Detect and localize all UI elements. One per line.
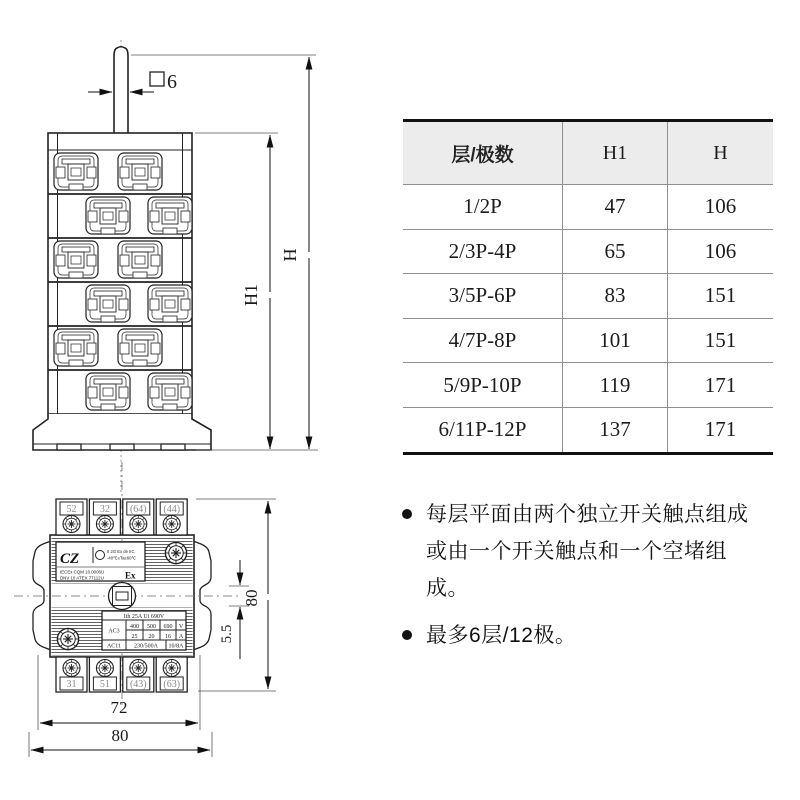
notes [402, 496, 786, 664]
rating-line: Ith 25A Ui 690V [123, 614, 165, 620]
rating-table [102, 611, 186, 650]
rating-cell: 500 [147, 624, 156, 630]
terminal-label: (43) [129, 679, 147, 690]
table-cell: 2/3P-4P [403, 229, 562, 274]
dim-label: 72 [110, 698, 128, 717]
top-view [14, 462, 276, 757]
dimension-slot-5-5 [219, 560, 249, 659]
terminal-screw [130, 660, 147, 677]
dimension-h [280, 57, 309, 449]
rating-cell: 10/8A [168, 643, 184, 650]
spec-table [403, 119, 773, 455]
table-cell: 137 [562, 407, 667, 452]
dimension-width-80 [29, 726, 212, 757]
table-cell: 101 [562, 318, 667, 363]
rating-cell: 400 [130, 624, 139, 630]
table-cell: 47 [562, 184, 667, 229]
terminal-screw [130, 516, 147, 533]
cert-line: IECEx CQM 10.0006U [60, 569, 105, 575]
note-item [402, 496, 786, 607]
table-cell: 65 [562, 229, 667, 274]
dim-label: 80 [242, 589, 261, 607]
note-text: 每层平面由两个独立开关触点组成或由一个开关触点和一个空堵组成。 [426, 503, 749, 600]
cert-line: DNV 10 ATEX 77112U [60, 575, 104, 581]
cert-line: II 2G Ex de IIC [107, 549, 135, 554]
corner-screw [57, 628, 78, 649]
rating-cell: V [178, 624, 184, 630]
terminal-screw [96, 516, 113, 533]
table-cell: 151 [667, 273, 773, 318]
table-cell: 3/5P-6P [403, 273, 562, 318]
rating-cell: 25 [131, 634, 138, 640]
terminal-screw [63, 516, 80, 533]
table-cell: 83 [562, 273, 667, 318]
rating-cell: 690 [163, 624, 173, 630]
nameplate [56, 542, 145, 581]
table-cell: 171 [667, 407, 773, 452]
center-screw [109, 583, 136, 610]
terminal-screw [163, 660, 180, 677]
dim-label: 80 [111, 726, 129, 745]
terminal-label: 32 [99, 504, 110, 515]
terminal-label: 52 [66, 504, 77, 515]
table-cell: 4/7P-8P [403, 318, 562, 363]
rating-cell: AC11 [106, 643, 122, 650]
dim-label: 5.5 [219, 624, 235, 644]
table-header-h: H [667, 122, 773, 184]
terminal-label: (63) [163, 679, 181, 690]
terminal-screw [63, 660, 80, 677]
dim-h-label: H [280, 248, 300, 262]
table-cell: 6/11P-12P [403, 407, 562, 452]
rating-cell: 20 [148, 634, 155, 640]
table-cell: 119 [562, 362, 667, 407]
terminal-label: (44) [163, 504, 181, 515]
dimension-h1 [241, 135, 270, 449]
ex-mark: Ex [125, 570, 136, 581]
rating-cell: AC3 [108, 628, 120, 635]
switch-shaft [114, 47, 128, 133]
table-header-layers: 层/极数 [403, 122, 562, 184]
table-cell: 5/9P-10P [403, 362, 562, 407]
table-cell: 151 [667, 318, 773, 363]
bullet-icon [402, 509, 412, 519]
dim-h1-label: H1 [241, 284, 261, 306]
brand-logo: CZ [60, 551, 80, 567]
table-cell: 106 [667, 229, 773, 274]
square-section-symbol [150, 72, 164, 86]
shaft-size-label: 6 [167, 71, 177, 93]
table-cell: 171 [667, 362, 773, 407]
terminal-screw [96, 660, 113, 677]
bullet-icon [402, 630, 412, 640]
table-cell: 106 [667, 184, 773, 229]
cert-line: -40℃≤Ta≤60℃ [107, 555, 137, 561]
rating-cell: 230/500A [134, 643, 158, 650]
terminal-label: 51 [99, 679, 110, 690]
front-view [33, 40, 318, 492]
rating-cell: 16 [165, 634, 171, 640]
table-header-h1: H1 [562, 122, 667, 184]
dimension-height-80 [196, 499, 276, 691]
note-text: 最多6层/12极。 [426, 624, 577, 647]
terminal-label: 31 [66, 679, 77, 690]
terminal-label: (64) [129, 504, 147, 515]
corner-screw [165, 542, 186, 563]
terminal-screw [163, 516, 180, 533]
note-item [402, 617, 786, 654]
rating-cell: A [178, 634, 184, 640]
table-cell: 1/2P [403, 184, 562, 229]
